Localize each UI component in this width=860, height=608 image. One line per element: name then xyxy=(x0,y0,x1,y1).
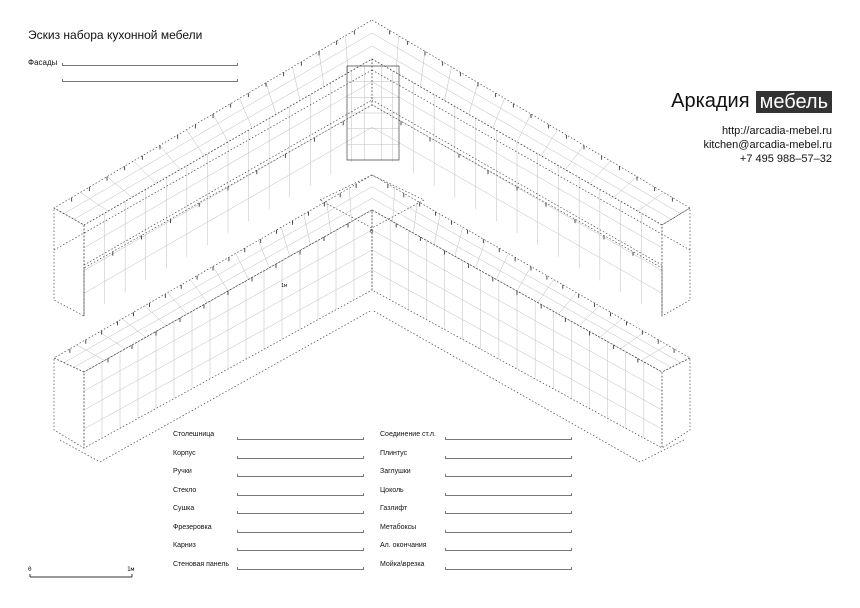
spec-label: Ал. окончания xyxy=(380,542,427,549)
brand-name-part1: Аркадия xyxy=(671,90,750,112)
email-link[interactable]: kitchen@arcadia-mebel.ru xyxy=(703,139,832,151)
scale-start-label: 0 xyxy=(28,566,32,573)
spec-label: Цоколь xyxy=(380,486,404,494)
brand-name-part2: мебель xyxy=(756,91,832,113)
spec-label: Корпус xyxy=(173,449,196,457)
spec-label: Ручки xyxy=(173,468,192,475)
spec-label: Заглушки xyxy=(380,468,411,475)
spec-label: Фрезеровка xyxy=(173,523,212,531)
spec-label: Мойка\врезка xyxy=(380,560,425,568)
spec-label: Сушка xyxy=(173,505,195,512)
website-link[interactable]: http://arcadia-mebel.ru xyxy=(721,125,832,137)
spec-label: Метабоксы xyxy=(380,523,417,531)
spec-label: Карниз xyxy=(173,542,196,549)
scale-end-label: 1м xyxy=(127,566,135,573)
spec-label: Стеновая панель xyxy=(173,560,230,568)
spec-label: Газлифт xyxy=(380,505,408,512)
sketch-label-0: 0 xyxy=(370,229,374,235)
spec-label: Плинтус xyxy=(380,449,408,457)
page-title: Эскиз набора кухонной мебели xyxy=(28,28,203,42)
phone-number: +7 495 988–57–32 xyxy=(739,153,832,165)
facades-label: Фасады xyxy=(28,58,58,67)
spec-label: Стекло xyxy=(173,486,197,494)
sketch-label-1m: 1м xyxy=(281,283,288,289)
spec-label: Соединение ст.л. xyxy=(380,431,436,438)
spec-label: Столешница xyxy=(173,431,215,438)
